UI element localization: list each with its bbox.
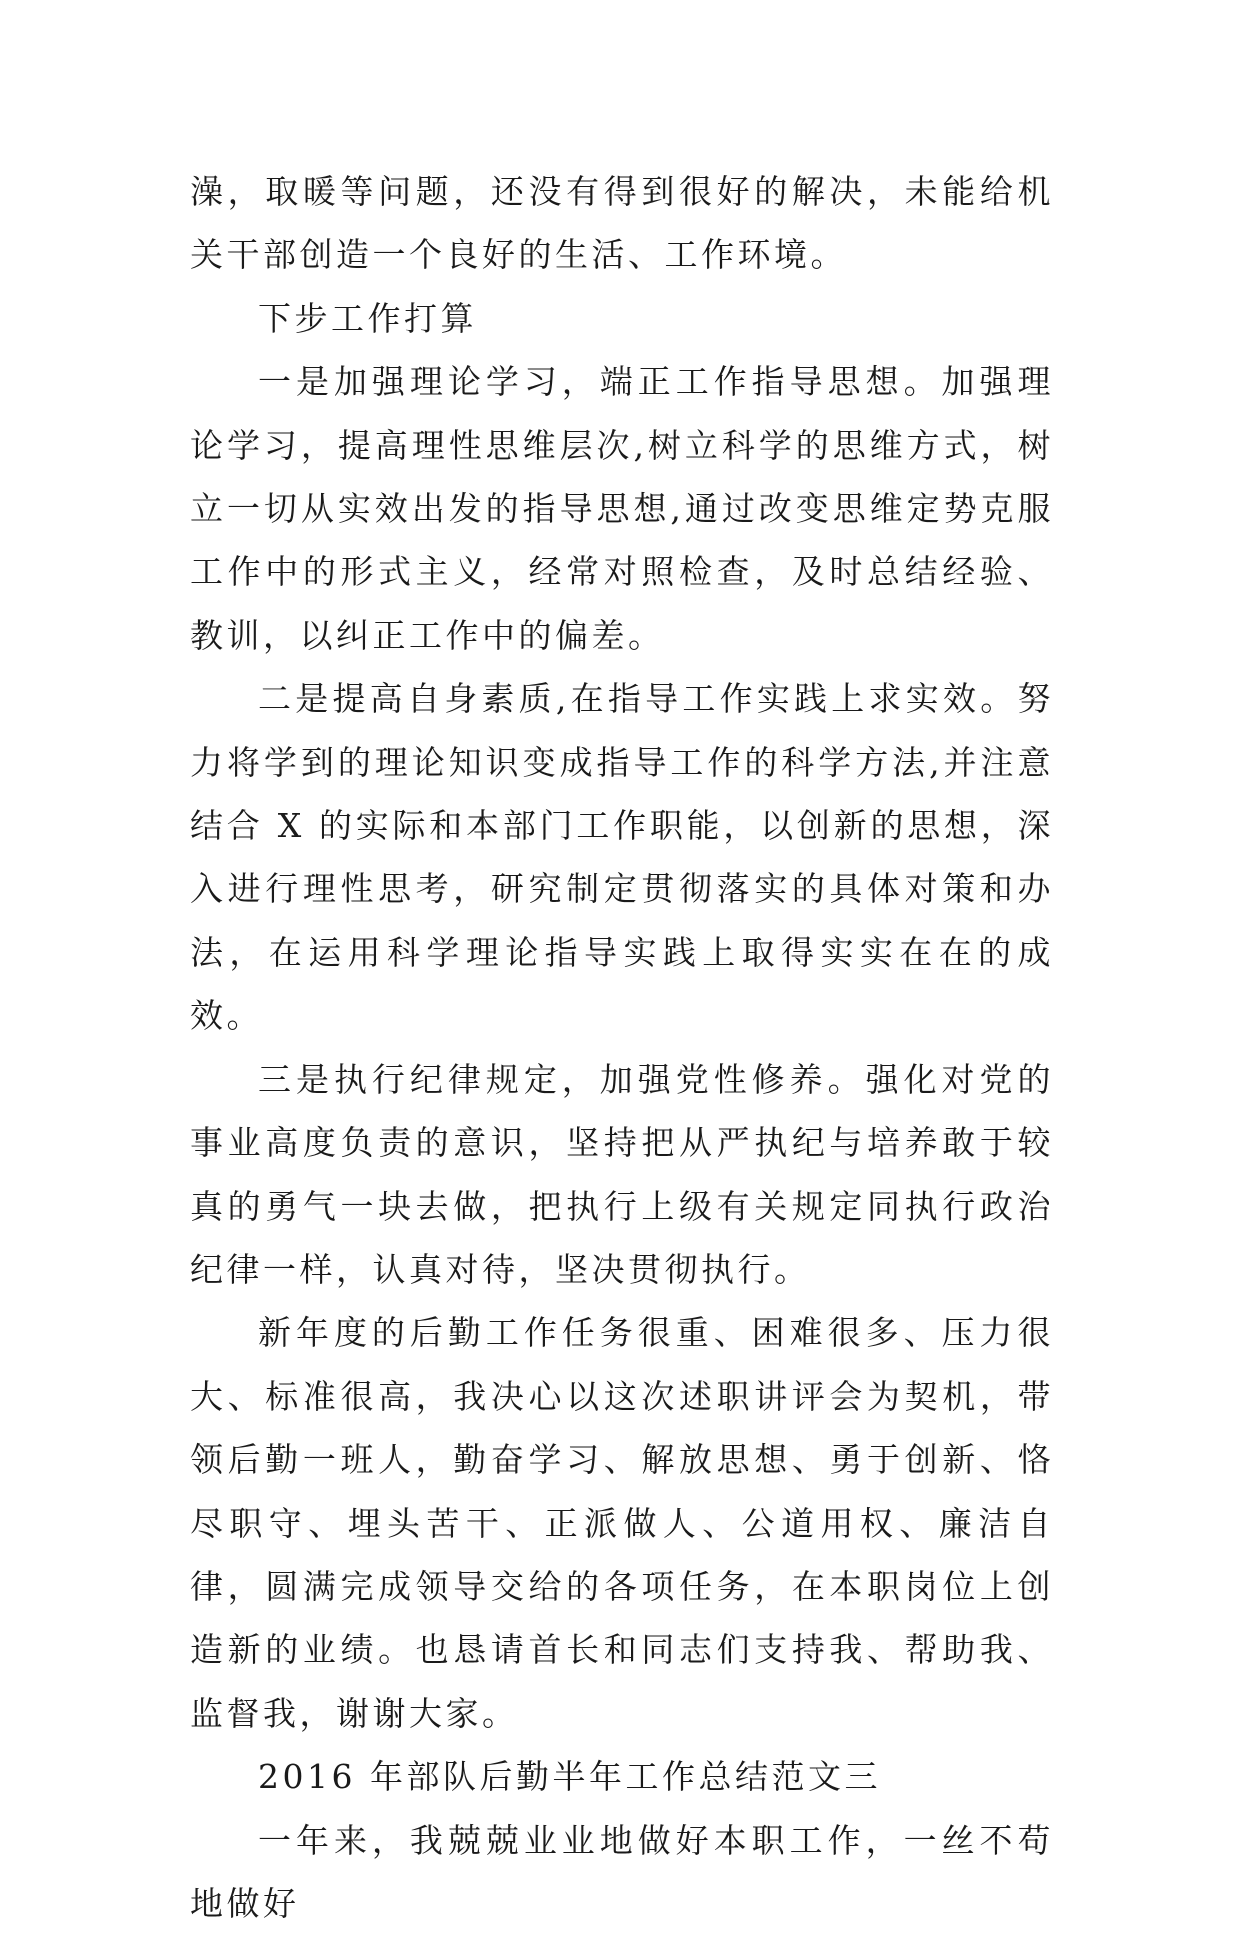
paragraph-sample-three-start: 一年来，我兢兢业业地做好本职工作，一丝不苟地做好	[190, 1820, 1054, 1923]
document-body	[190, 160, 1054, 1935]
paragraph-point-two: 二是提高自身素质,在指导工作实践上求实效。努力将学到的理论知识变成指导工作的科学方法,并注意结合 X 的实际和本部门工作职能，以创新的思想，深入进行理性思考，研究制定贯彻落实的具体对策和办法，在运用科学理论指导实践上取得实实在在的成效。	[190, 679, 1054, 1036]
paragraph-continuation: 澡，取暖等问题，还没有得到很好的解决，未能给机关干部创造一个良好的生活、工作环境。	[190, 172, 1054, 275]
paragraph-point-three: 三是执行纪律规定，加强党性修养。强化对党的事业高度负责的意识，坚持把从严执纪与培养敢于较真的勇气一块去做，把执行上级有关规定同执行政治纪律一样，认真对待，坚决贯彻执行。	[190, 1059, 1054, 1289]
paragraph-closing: 新年度的后勤工作任务很重、困难很多、压力很大、标准很高，我决心以这次述职讲评会为契机，带领后勤一班人，勤奋学习、解放思想、勇于创新、恪尽职守、埋头苦干、正派做人、公道用权、廉洁自律，圆满完成领导交给的各项任务，在本职岗位上创造新的业绩。也恳请首长和同志们支持我、帮助我、监督我，谢谢大家。	[190, 1313, 1054, 1733]
section-title-sample-three: 2016 年部队后勤半年工作总结范文三	[258, 1757, 881, 1797]
section-heading-next-steps: 下步工作打算	[258, 298, 477, 338]
paragraph-point-one: 一是加强理论学习，端正工作指导思想。加强理论学习，提高理性思维层次,树立科学的思维方式，树立一切从实效出发的指导思想,通过改变思维定势克服工作中的形式主义，经常对照检查，及时总结经验、教训，以纠正工作中的偏差。	[190, 362, 1054, 655]
